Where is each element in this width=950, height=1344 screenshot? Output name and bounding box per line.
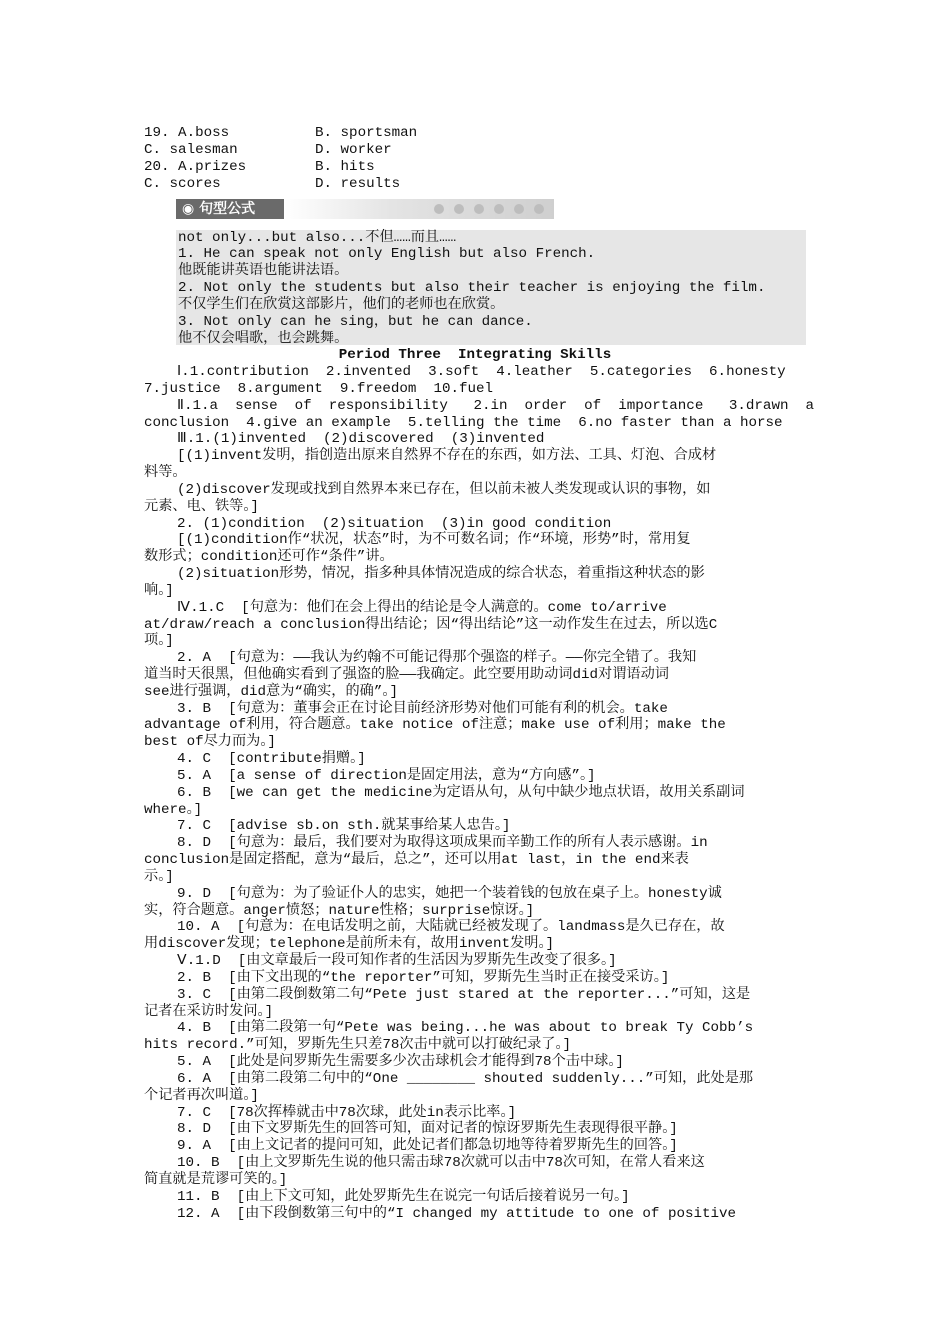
answer-line: 2. (1)condition (2)situation (3)in good condition <box>177 515 612 532</box>
decor-dot <box>474 204 484 214</box>
answer-line: see进行强调，did意为“确实，的确”。] <box>144 683 398 700</box>
answer-line: 7.justice 8.argument 9.freedom 10.fuel <box>144 380 494 397</box>
answer-line: 6. A [由第二段第二句中的“One ________ shouted suddenly...”可知，此处是那 <box>177 1070 754 1087</box>
answer-line: 响。] <box>144 582 174 599</box>
answer-line: 9. D [句意为：为了验证仆人的忠实，她把一个装着钱的包放在桌子上。honesty诚 <box>177 885 722 902</box>
formula-line: 3. Not only can he sing，but he can dance. <box>178 314 533 330</box>
answer-line: 实，符合题意。anger愤怒；nature性格；surprise惊讶。] <box>144 902 535 919</box>
option-right: D. worker <box>315 142 392 158</box>
answer-line: at/draw/reach a conclusion得出结论；因“得出结论”这一动作发生在过去，所以选C <box>144 616 718 633</box>
answer-line: 8. D [句意为：最后，我们要对为取得这项成果而辛勤工作的所有人表示感谢。in <box>177 835 708 852</box>
answer-line: 2. A [句意为：——我认为约翰不可能记得那个强盗的样子。——你完全错了。我知 <box>177 650 697 667</box>
answer-line: hits record.”可知，罗斯先生只差78次击中就可以打破纪录了。] <box>144 1037 572 1054</box>
answer-line: Ⅱ.1.a sense of responsibility 2.in order of importance 3.drawn a <box>177 397 815 414</box>
option-right: D. results <box>315 176 401 192</box>
answer-line: 3. C [由第二段倒数第二句“Pete just stared at the reporter...”可知，这是 <box>177 986 751 1003</box>
answer-line: 7. C [78次挥棒就击中78次球，此处in表示比率。] <box>177 1104 517 1121</box>
answer-line: where。] <box>144 801 203 818</box>
answer-line: 项。] <box>144 633 174 650</box>
answer-line: 7. C [advise sb.on sth.就某事给某人忠告。] <box>177 818 511 835</box>
answer-line: (2)situation形势，情况，指多种具体情况造成的综合状态，着重指这种状态的影 <box>177 566 705 582</box>
answer-line: Ⅰ.1.contribution 2.invented 3.soft 4.leather 5.categories 6.honesty <box>177 364 786 380</box>
answer-line: 2. B [由下文出现的“the reporter”可知，罗斯先生当时正在接受采访。] <box>177 969 670 986</box>
answer-line: 6. B [we can get the medicine为定语从句，从句中缺少地点状语，故用关系副词 <box>177 784 745 801</box>
answer-line: conclusion是固定搭配，意为“最后，总之”，还可以用at last，in the end来表 <box>144 852 689 869</box>
answer-line: 11. B [由上下文可知，此处罗斯先生在说完一句话后接着说另一句。] <box>177 1188 630 1205</box>
answer-line: Ⅴ.1.D [由文章最后一段可知作者的生活因为罗斯先生改变了很多。] <box>177 953 617 969</box>
answer-line: 5. A [此处是问罗斯先生需要多少次击球机会才能得到78个击中球。] <box>177 1054 624 1070</box>
answer-line: Ⅳ.1.C [句意为：他们在会上得出的结论是令人满意的。come to/arrive <box>177 599 667 616</box>
period-title: Period Three Integrating Skills <box>338 347 612 363</box>
formula-line: 不仅学生们在欣赏这部影片，他们的老师也在欣赏。 <box>178 297 505 313</box>
option-right: B. hits <box>315 159 375 175</box>
answer-line: 10. A [句意为：在电话发明之前，大陆就已经被发现了。landmass是久已存在，故 <box>177 919 725 936</box>
answer-line: 5. A [a sense of direction是固定用法，意为“方向感”。] <box>177 767 596 784</box>
answer-line: 8. D [由下文罗斯先生的回答可知，面对记者的惊讶罗斯先生表现得很平静。] <box>177 1121 678 1138</box>
formula-line: 2. Not only the students but also their teacher is enjoying the film. <box>178 280 766 296</box>
answer-line: 4. C [contribute捐赠。] <box>177 751 366 768</box>
decor-dot <box>514 204 524 214</box>
decor-dot <box>434 204 444 214</box>
answer-line: [(1)condition作“状况，状态”时，为不可数名词；作“环境，形势”时，常用复 <box>177 532 691 549</box>
answer-line: 记者在采访时发问。] <box>144 1003 274 1020</box>
option-left: 19. A.boss <box>144 125 230 141</box>
answer-line: 道当时天很黑，但他确实看到了强盗的脸——我确定。此空要用助动词did对谓语动词 <box>144 666 669 683</box>
answer-line: 简直就是荒谬可笑的。] <box>144 1171 288 1188</box>
answer-line: (2)discover发现或找到自然界本来已存在，但以前未被人类发现或认识的事物，如 <box>177 481 711 498</box>
answer-line: 元素、电、铁等。] <box>144 498 259 515</box>
answer-line: conclusion 4.give an example 5.telling the time 6.no faster than a horse <box>144 414 783 431</box>
answer-line: 12. A [由下段倒数第三句中的“I changed my attitude to one of positive <box>177 1205 737 1222</box>
answer-line: best of尽力而为。] <box>144 734 276 751</box>
answer-line: 10. B [由上文罗斯先生说的他只需击球78次就可以击中78次可知，在常人看来这 <box>177 1155 705 1171</box>
option-left: C. scores <box>144 176 221 192</box>
answer-line: 4. B [由第二段第一句“Pete was being...he was about to break Ty Cobb’s <box>177 1020 754 1037</box>
decor-dot <box>534 204 544 214</box>
formula-line: 他既能讲英语也能讲法语。 <box>178 263 349 279</box>
formula-line: 1. He can speak not only English but also French. <box>178 246 596 262</box>
answer-line: 料等。 <box>144 465 187 481</box>
answer-line: 数形式；condition还可作“条件”讲。 <box>144 549 394 566</box>
answer-line: advantage of利用，符合题意。take notice of注意；make use of利用；make the <box>144 717 726 734</box>
formula-line: not only...but also...不但……而且…… <box>178 230 457 246</box>
section-header-title: ◉ 句型公式 <box>176 199 284 219</box>
answer-line: 9. A [由上文记者的提问可知，此处记者们都急切地等待着罗斯先生的回答。] <box>177 1138 678 1155</box>
answer-line: 示。] <box>144 868 174 885</box>
option-left: 20. A.prizes <box>144 159 247 175</box>
option-right: B. sportsman <box>315 125 418 141</box>
decor-dot <box>494 204 504 214</box>
answer-line: Ⅲ.1.(1)invented (2)discovered (3)invented <box>177 431 545 448</box>
answer-line: 用discover发现；telephone是前所未有，故用invent发明。] <box>144 936 555 953</box>
decor-dot <box>454 204 464 214</box>
answer-line: [(1)invent发明，指创造出原来自然界不存在的东西，如方法、工具、灯泡、合成材 <box>177 448 717 465</box>
formula-line: 他不仅会唱歌，也会跳舞。 <box>178 331 349 347</box>
answer-line: 个记者再次叫道。] <box>144 1087 259 1104</box>
answer-line: 3. B [句意为：董事会正在讨论目前经济形势对他们可能有利的机会。take <box>177 700 668 717</box>
option-left: C. salesman <box>144 142 238 158</box>
